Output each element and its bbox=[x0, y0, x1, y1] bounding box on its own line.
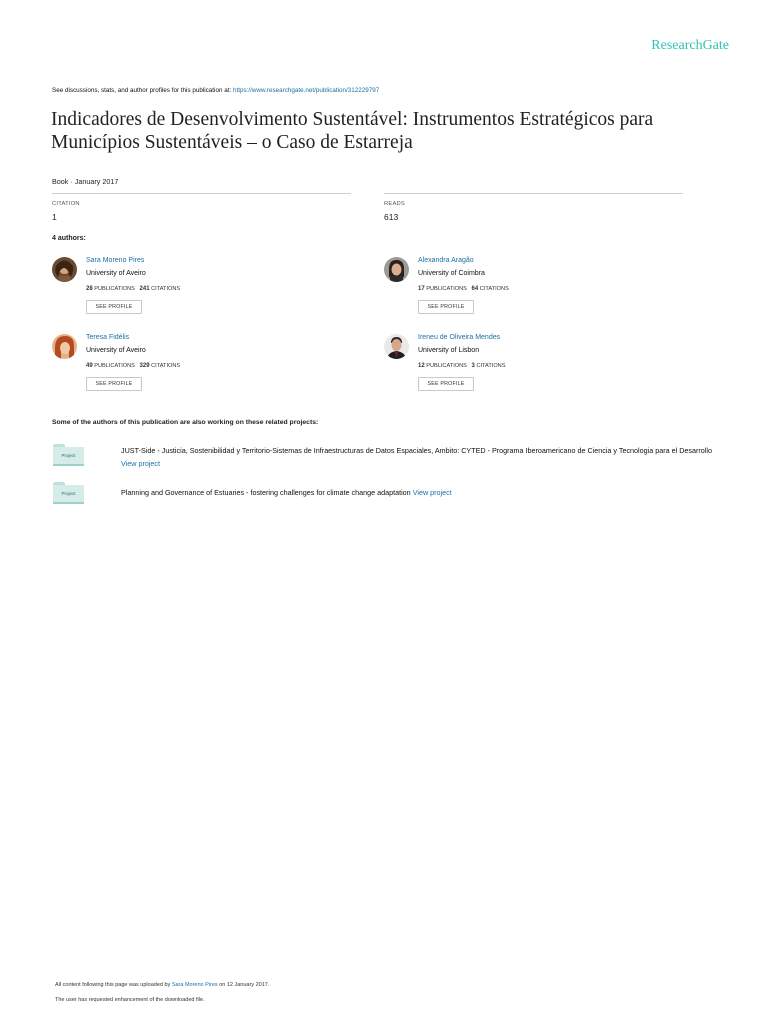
authors-heading: 4 authors: bbox=[52, 235, 86, 242]
view-project-link[interactable]: View project bbox=[412, 488, 452, 497]
discussion-prefix: See discussions, stats, and author profiles for this publication at: bbox=[52, 87, 232, 94]
publication-title: Indicadores de Desenvolvimento Sustentável: Instrumentos Estratégicos para Municípios Sustentáveis – o Caso de Estarreja bbox=[51, 109, 654, 153]
author-name-link[interactable]: Sara Moreno Pires bbox=[86, 257, 145, 264]
enhancement-note: The user has requested enhancement of the downloaded file. bbox=[55, 997, 205, 1003]
author-card bbox=[384, 257, 684, 323]
publications-count: 49 bbox=[86, 363, 93, 369]
citation-label: CITATION bbox=[52, 201, 80, 207]
avatar[interactable] bbox=[52, 257, 77, 282]
author-stats bbox=[418, 363, 505, 369]
discussion-line bbox=[52, 87, 379, 94]
publications-label: PUBLICATIONS bbox=[426, 286, 467, 292]
publication-type-date: Book · January 2017 bbox=[52, 177, 119, 186]
author-institution: University of Coimbra bbox=[418, 270, 485, 277]
divider-left bbox=[52, 193, 351, 194]
author-institution: University of Lisbon bbox=[418, 347, 480, 354]
author-institution: University of Aveiro bbox=[86, 347, 146, 354]
citations-label: CITATIONS bbox=[476, 363, 506, 369]
citations-label: CITATIONS bbox=[151, 363, 181, 369]
author-name-link[interactable]: Ireneu de Oliveira Mendes bbox=[418, 334, 501, 341]
author-stats bbox=[86, 363, 180, 369]
see-profile-button[interactable]: SEE PROFILE bbox=[86, 377, 142, 391]
citations-count: 64 bbox=[471, 286, 479, 292]
author-card bbox=[52, 334, 352, 400]
citations-label: CITATIONS bbox=[151, 286, 181, 292]
related-projects-heading: Some of the authors of this publication are also working on these related projects: bbox=[52, 419, 319, 426]
publications-count: 28 bbox=[86, 286, 93, 292]
citations-count: 3 bbox=[471, 363, 475, 369]
author-stats bbox=[86, 286, 180, 292]
author-name-link[interactable]: Teresa Fidélis bbox=[86, 334, 130, 341]
citations-count: 329 bbox=[139, 363, 150, 369]
author-card bbox=[52, 257, 352, 323]
upload-note-suffix: on 12 January 2017. bbox=[219, 982, 270, 988]
publications-label: PUBLICATIONS bbox=[94, 286, 135, 292]
publications-count: 12 bbox=[418, 363, 425, 369]
citation-count: 1 bbox=[52, 212, 57, 222]
publications-label: PUBLICATIONS bbox=[94, 363, 135, 369]
see-profile-button[interactable]: SEE PROFILE bbox=[418, 377, 474, 391]
citations-count: 241 bbox=[139, 286, 150, 292]
uploader-link[interactable]: Sara Moreno Pires bbox=[171, 982, 218, 988]
see-profile-button[interactable]: SEE PROFILE bbox=[418, 300, 474, 314]
publications-label: PUBLICATIONS bbox=[426, 363, 467, 369]
see-profile-button[interactable]: SEE PROFILE bbox=[86, 300, 142, 314]
avatar[interactable] bbox=[384, 334, 409, 359]
author-stats bbox=[418, 286, 509, 292]
project-description bbox=[121, 486, 721, 499]
researchgate-logo[interactable]: ResearchGate bbox=[651, 38, 729, 53]
project-folder-icon: Project bbox=[53, 444, 84, 466]
reads-label: READS bbox=[384, 201, 405, 207]
project-title: JUST-Side - Justicia, Sostenibilidad y Territorio-Sistemas de Infraestructuras de Datos Espaciales, Ambito: CYTED - Programa Iberoamericano de Ciencia y Tecnologia para el Desarrollo bbox=[121, 446, 712, 455]
publications-count: 17 bbox=[418, 286, 425, 292]
avatar[interactable] bbox=[52, 334, 77, 359]
publication-url-link[interactable]: https://www.researchgate.net/publication/312229797 bbox=[232, 87, 380, 94]
project-description bbox=[121, 444, 721, 470]
avatar[interactable] bbox=[384, 257, 409, 282]
author-institution: University of Aveiro bbox=[86, 270, 146, 277]
divider-right bbox=[384, 193, 683, 194]
project-title: Planning and Governance of Estuaries - fostering challenges for climate change adaptation bbox=[121, 488, 411, 497]
view-project-link[interactable]: View project bbox=[121, 459, 161, 468]
author-card bbox=[384, 334, 684, 400]
citations-label: CITATIONS bbox=[479, 286, 509, 292]
reads-count: 613 bbox=[384, 212, 399, 222]
upload-note-prefix: All content following this page was uploaded by bbox=[55, 982, 171, 988]
author-name-link[interactable]: Alexandra Aragão bbox=[418, 257, 474, 264]
upload-note bbox=[55, 982, 269, 988]
project-folder-icon: Project bbox=[53, 482, 84, 504]
